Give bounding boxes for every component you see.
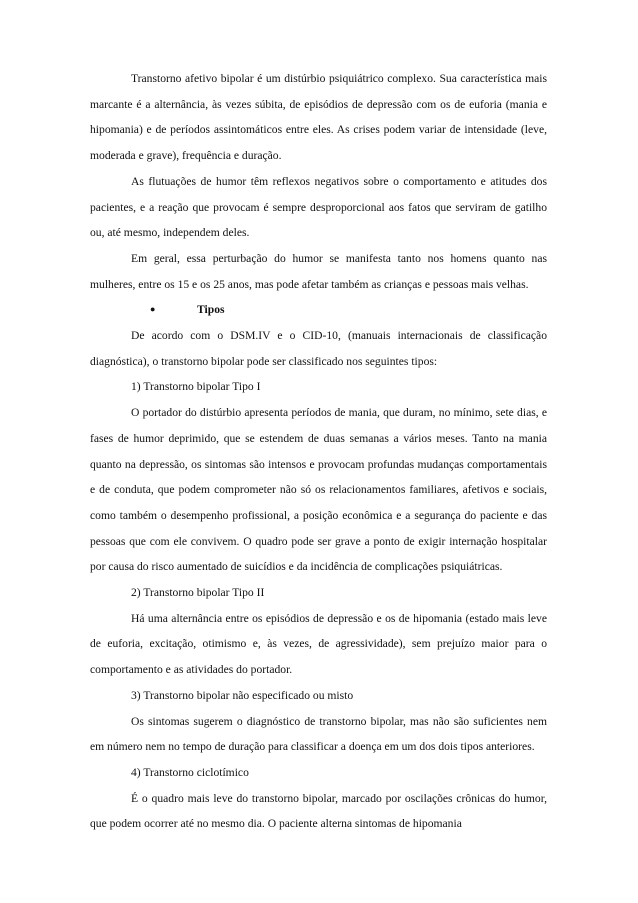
subheading-type-3: 3) Transtorno bipolar não especificado ou misto xyxy=(131,688,354,702)
bullet-icon: ● xyxy=(150,304,156,315)
paragraph-classification: De acordo com o DSM.IV e o CID-10, (manuais internacionais de classificação diagnóstica), o transtorno bipolar pode ser classificado nos seguintes tipos: xyxy=(90,329,547,368)
document-page xyxy=(90,66,547,837)
paragraph-type-4: É o quadro mais leve do transtorno bipolar, marcado por oscilações crônicas do humor, que podem ocorrer até no mesmo dia. O paciente alterna sintomas de hipomania xyxy=(90,791,547,831)
paragraph-type-3: Os sintomas sugerem o diagnóstico de transtorno bipolar, mas não são suficientes nem em número nem no tempo de duração para classificar a doença em um dos dois tipos anteriores. xyxy=(90,714,547,754)
paragraph-type-1: O portador do distúrbio apresenta períodos de mania, que duram, no mínimo, sete dias, e fases de humor deprimido, que se estendem de duas semanas a vários meses. Tanto na mania quanto na depressão, os sintomas são intensos e provocam profundas mudanças comportamentais e de conduta, que podem comprometer não só os relacionamentos familiares, afetivos e sociais, como também o desempenho profissional, a posição econômica e a segurança do paciente e das pessoas que com ele convivem. O quadro pode ser grave a ponto de exigir internação hospitalar por causa do risco aumentado de suicídios e da incidência de complicações psiquiátricas. xyxy=(90,406,547,574)
paragraph-onset-age: Em geral, essa perturbação do humor se manifesta tanto nos homens quanto nas mulheres, entre os 15 e os 25 anos, mas pode afetar também as crianças e pessoas mais velhas. xyxy=(90,251,547,291)
section-heading-text: Tipos xyxy=(197,303,225,317)
subheading-type-4: 4) Transtorno ciclotímico xyxy=(131,765,249,779)
paragraph-intro: Transtorno afetivo bipolar é um distúrbio psiquiátrico complexo. Sua característica mais marcante é a alternância, às vezes súbita, de episódios de depressão com os de euforia (mania e hipomania) e de períodos assintomáticos entre eles. As crises podem variar de intensidade (leve, moderada e grave), frequência e duração. xyxy=(90,72,547,163)
subheading-type-2: 2) Transtorno bipolar Tipo II xyxy=(131,586,265,600)
paragraph-type-2: Há uma alternância entre os episódios de depressão e os de hipomania (estado mais leve de euforia, excitação, otimismo e, às vezes, de agressividade), sem prejuízo maior para o comportamento e as atividades do portador. xyxy=(90,611,547,677)
section-heading xyxy=(90,297,547,323)
subheading-type-1: 1) Transtorno bipolar Tipo I xyxy=(131,380,261,394)
paragraph-mood-fluctuations: As flutuações de humor têm reflexos negativos sobre o comportamento e atitudes dos pacientes, e a reação que provocam é sempre desproporcional aos fatos que serviram de gatilho ou, até mesmo, independem deles. xyxy=(90,174,547,240)
